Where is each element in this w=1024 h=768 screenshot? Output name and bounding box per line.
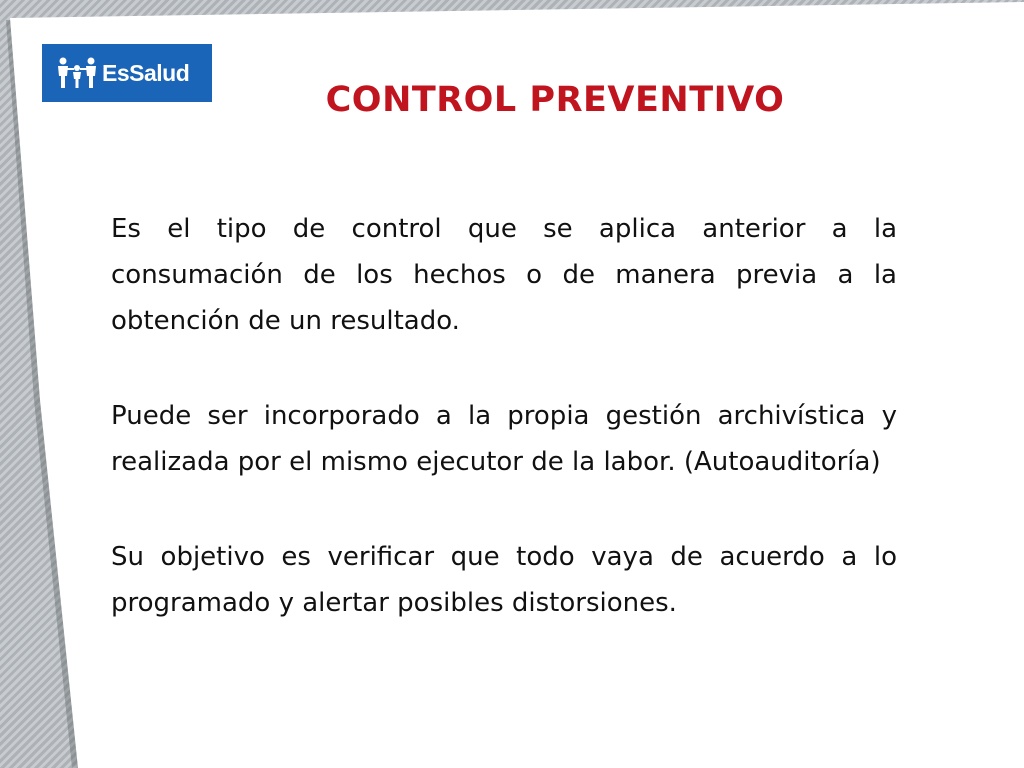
paragraph-definition: Es el tipo de control que se aplica anterior a la consumación de los hechos o de manera previa a la obtención de un resultado. xyxy=(111,214,897,336)
paragraph-objective: Su objetivo es verificar que todo vaya de acuerdo a lo programado y alertar posibles distorsiones. xyxy=(111,542,897,618)
essalud-logo xyxy=(42,44,212,102)
family-icon xyxy=(56,56,98,90)
paragraph-incorporation: Puede ser incorporado a la propia gestión archivística y realizada por el mismo ejecutor de la labor. (Autoauditoría) xyxy=(111,401,897,477)
slide-body xyxy=(111,206,897,675)
slide-title: CONTROL PREVENTIVO xyxy=(325,80,785,120)
logo-text: EsSalud xyxy=(102,59,190,86)
